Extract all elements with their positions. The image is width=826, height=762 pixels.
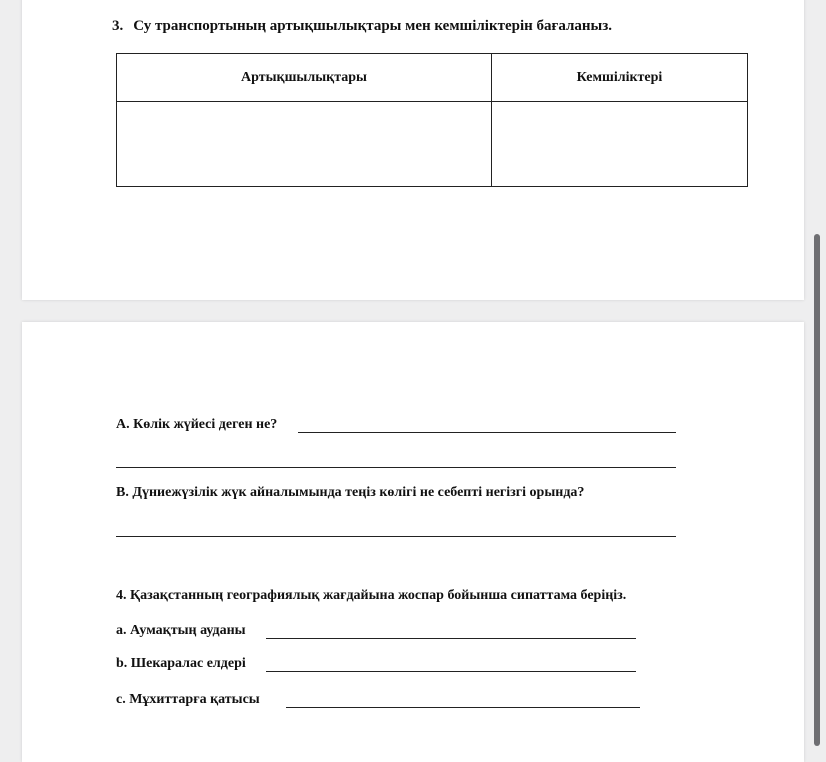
question-b: В. Дүниежүзілік жүк айналымында теңіз көлігі не себепті негізгі орында?: [116, 485, 585, 500]
question-4-item-b: b. Шекаралас елдері: [116, 656, 246, 671]
pros-cons-table: [116, 53, 748, 187]
table-header-row: [117, 54, 748, 102]
question-3-number: 3.: [112, 18, 124, 34]
vertical-scrollbar[interactable]: [814, 234, 820, 746]
question-b-answer-line[interactable]: [116, 536, 676, 537]
item-b-answer-line[interactable]: [266, 671, 636, 672]
document-page-1: [22, 0, 804, 300]
item-c-answer-line[interactable]: [286, 707, 640, 708]
advantages-answer-cell[interactable]: [117, 102, 492, 187]
header-advantages: Артықшылықтары: [117, 54, 492, 102]
question-3: [112, 18, 612, 35]
question-a: А. Көлік жүйесі деген не?: [116, 417, 278, 432]
question-4: 4. Қазақстанның географиялық жағдайына жоспар бойынша сипаттама беріңіз.: [116, 588, 627, 603]
question-a-answer-line-1[interactable]: [298, 432, 676, 433]
disadvantages-answer-cell[interactable]: [492, 102, 748, 187]
header-disadvantages: Кемшіліктері: [492, 54, 748, 102]
question-4-item-a: а. Аумақтың ауданы: [116, 623, 246, 638]
item-a-answer-line[interactable]: [266, 638, 636, 639]
table-answer-row: [117, 102, 748, 187]
question-a-answer-line-2[interactable]: [116, 467, 676, 468]
question-4-item-c: с. Мұхиттарға қатысы: [116, 692, 260, 707]
question-3-text: Су транспортының артықшылықтары мен кемшіліктерін бағаланыз.: [133, 18, 613, 34]
